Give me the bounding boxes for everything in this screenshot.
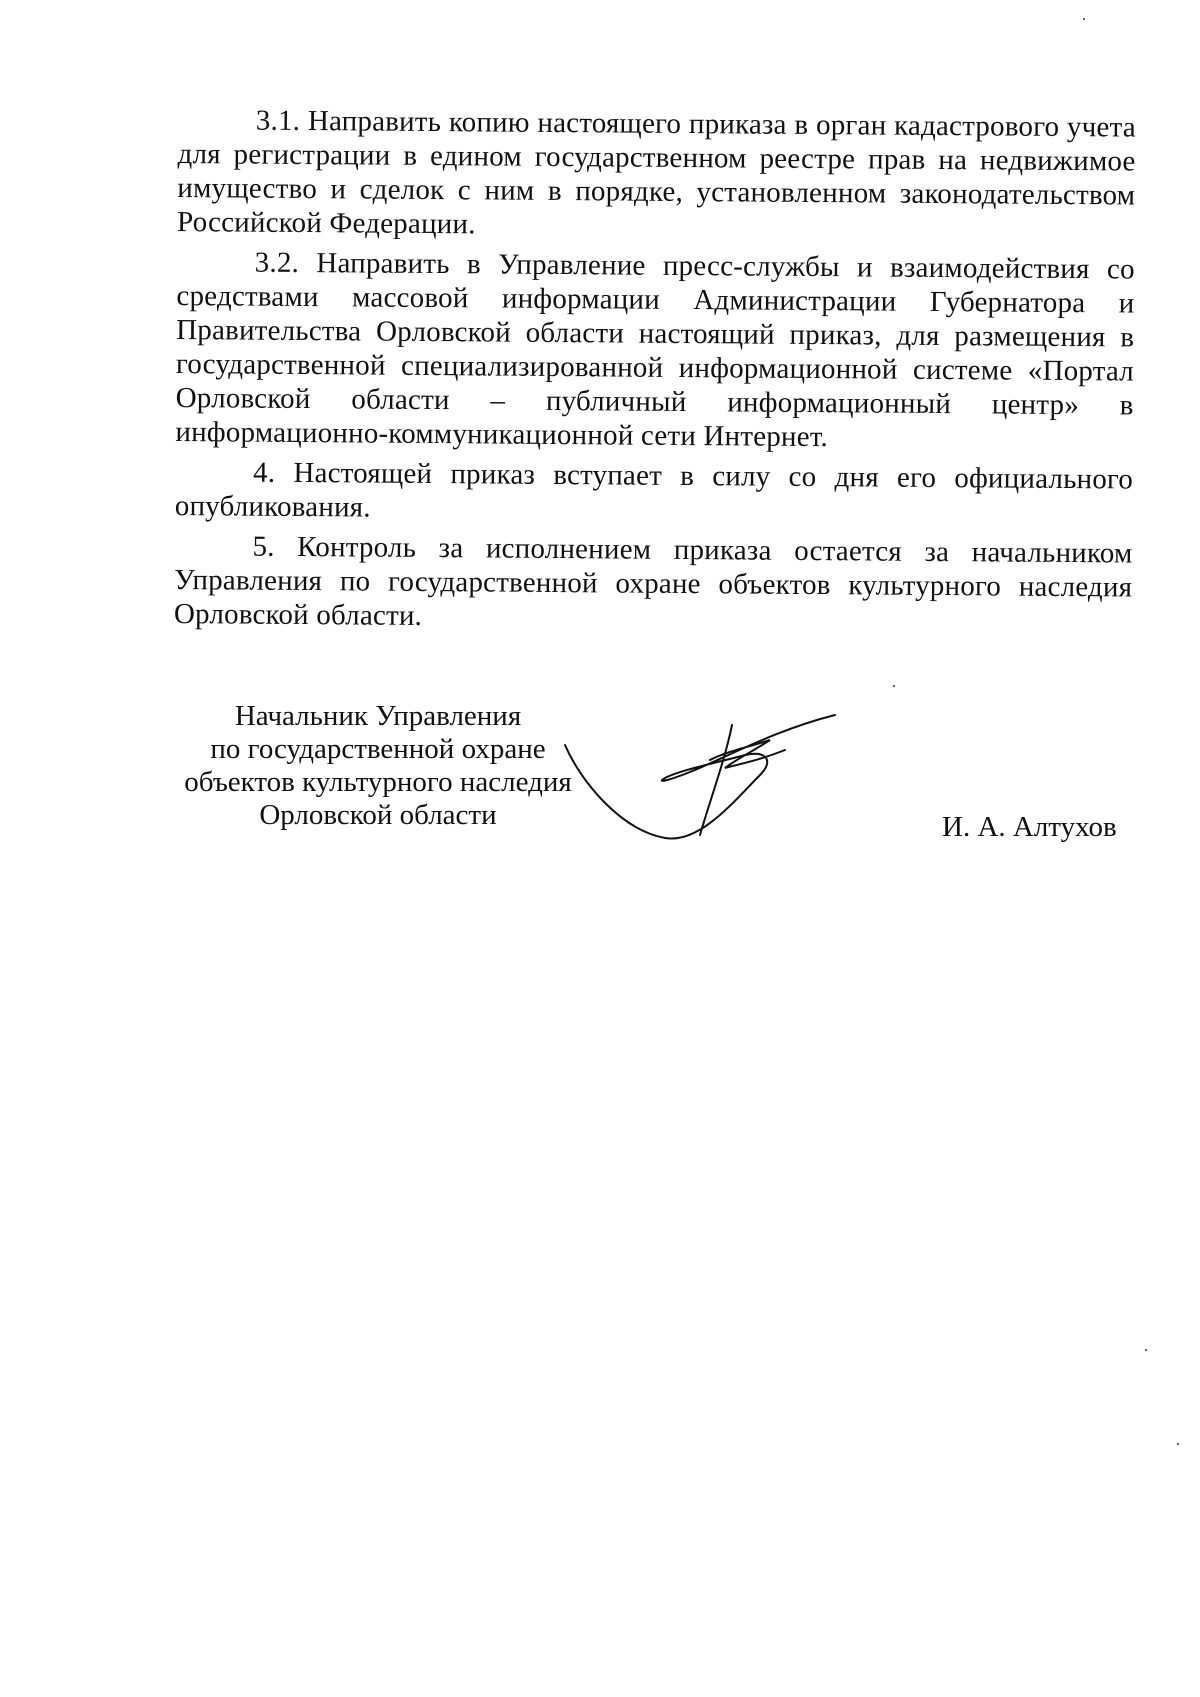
signer-position-line: объектов культурного наследия — [184, 766, 572, 798]
paragraph-5: 5. Контроль за исполнением приказа остается за начальником Управления по государственной охране объектов культурного наследия Орловской области. — [173, 530, 1133, 632]
scan-speck — [1145, 1349, 1147, 1351]
signer-position-line: Орловской области — [259, 799, 497, 831]
handwritten-signature — [560, 720, 890, 880]
scan-speck — [1083, 18, 1085, 20]
signer-position — [178, 700, 578, 832]
paragraph-4: 4. Настоящей приказ вступает в силу со дня его официального опубликования. — [174, 456, 1134, 524]
scan-speck — [1177, 1443, 1179, 1445]
paragraph-3-2: 3.2. Направить в Управление пресс-службы и взаимодействия со средствами массовой информации Администрации Губернатора и Правительства Орловской области настоящий приказ, для размещения в государственной специализированной информационной системе «Портал Орловской области – публичный информационный центр» в информационно-коммуникационной сети Интернет. — [175, 246, 1135, 454]
order-body — [174, 103, 1136, 645]
signer-position-line: Начальник Управления — [234, 700, 522, 732]
paragraph-3-1: 3.1. Направить копию настоящего приказа в орган кадастрового учета для регистрации в едином государственном реестре прав на недвижимое имущество и сделок с ним в порядке, установленном законодательством Российской Федерации. — [176, 104, 1136, 241]
signer-position-line: по государственной охране — [210, 733, 546, 765]
signer-name: И. А. Алтухов — [942, 811, 1117, 843]
scan-speck — [893, 685, 895, 687]
